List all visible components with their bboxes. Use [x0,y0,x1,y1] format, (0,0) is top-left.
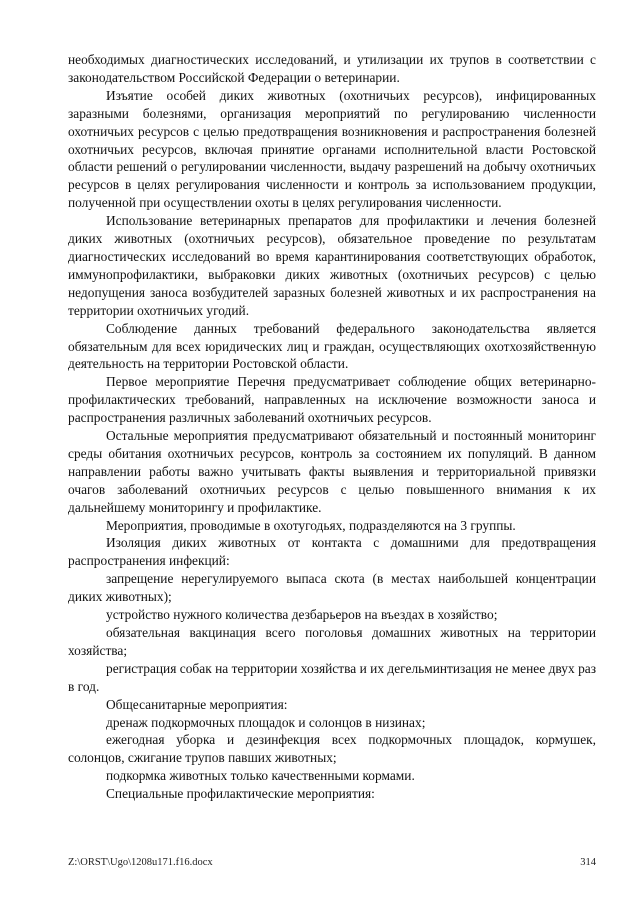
paragraph-2: Изъятие особей диких животных (охотничьих ресурсов), инфицированных заразными болезнями, организация мероприятий по регулированию численности охотничьих ресурсов с целью предотвращения возникновения и распространения болезней охотничьих ресурсов, включая принятие органами исполнительной власти Ростовской области решений о регулировании численности, выдачу разрешений на добычу охотничьих ресурсов в целях регулирования численности и контроль за использованием продукции, полученной при осуществлении охоты в целях регулирования численности. [68,87,596,211]
paragraph-1: необходимых диагностических исследований, и утилизации их трупов в соответствии с законодательством Российской Федерации о ветеринарии. [68,52,596,85]
paragraph-3: Использование ветеринарных препаратов для профилактики и лечения болезней диких животных (охотничьих ресурсов), обязательное проведение по результатам диагностических исследований во время карантинирования соответствующих обработок, иммунопрофилактики, выбраковки диких животных (охотничьих ресурсов) с целью недопущения заноса возбудителей заразных болезней животных и их распространения на территории охотничьих угодий. [68,213,596,318]
paragraph-7: Мероприятия, проводимые в охотугодьях, подразделяются на 3 группы. [106,517,516,533]
page-number: 314 [580,857,596,868]
paragraph-5: Первое мероприятие Перечня предусматривает соблюдение общих ветеринарно-профилактических требований, направленных на исключение возможности заноса и распространения различных заболеваний охотничьих ресурсов. [68,374,596,426]
paragraph-4: Соблюдение данных требований федерального законодательства является обязательным для всех юридических лиц и граждан, осуществляющих охотхозяйственную деятельность на территории Ростовской области. [68,320,596,372]
list-item-2: устройство нужного количества дезбарьеров на въездах в хозяйство; [106,607,498,623]
list-item-6: ежегодная уборка и дезинфекция всех подкормочных площадок, кормушек, солонцов, сжигание трупов павших животных; [68,732,596,766]
list-item-3: обязательная вакцинация всего поголовья домашних животных на территории хозяйства; [68,625,596,658]
file-path: Z:\ORST\Ugo\1208u171.f16.docx [68,857,213,868]
section-heading-general: Общесанитарные мероприятия: [106,696,288,712]
list-item-4: регистрация собак на территории хозяйства и их дегельминтизация не менее двух раз в год. [68,660,596,694]
section-heading-special: Специальные профилактические мероприятия: [106,786,375,802]
paragraph-8: Изоляция диких животных от контакта с домашними для предотвращения распространения инфекций: [68,535,596,569]
list-item-1: запрещение нерегулируемого выпаса скота (в местах наибольшей концентрации диких животных); [68,571,596,605]
list-item-7: подкормка животных только качественными кормами. [106,768,415,784]
document-body [68,51,596,803]
paragraph-6: Остальные мероприятия предусматривают обязательный и постоянный мониторинг среды обитания охотничьих ресурсов, контроль за состоянием их популяций. В данном направлении работы важно учитывать факты выявления и территориальной привязки очагов заболеваний охотничьих ресурсов с целью повышенного внимания к их дальнейшему мониторингу и профилактике. [68,428,596,515]
list-item-5: дренаж подкормочных площадок и солонцов в низинах; [106,714,426,730]
